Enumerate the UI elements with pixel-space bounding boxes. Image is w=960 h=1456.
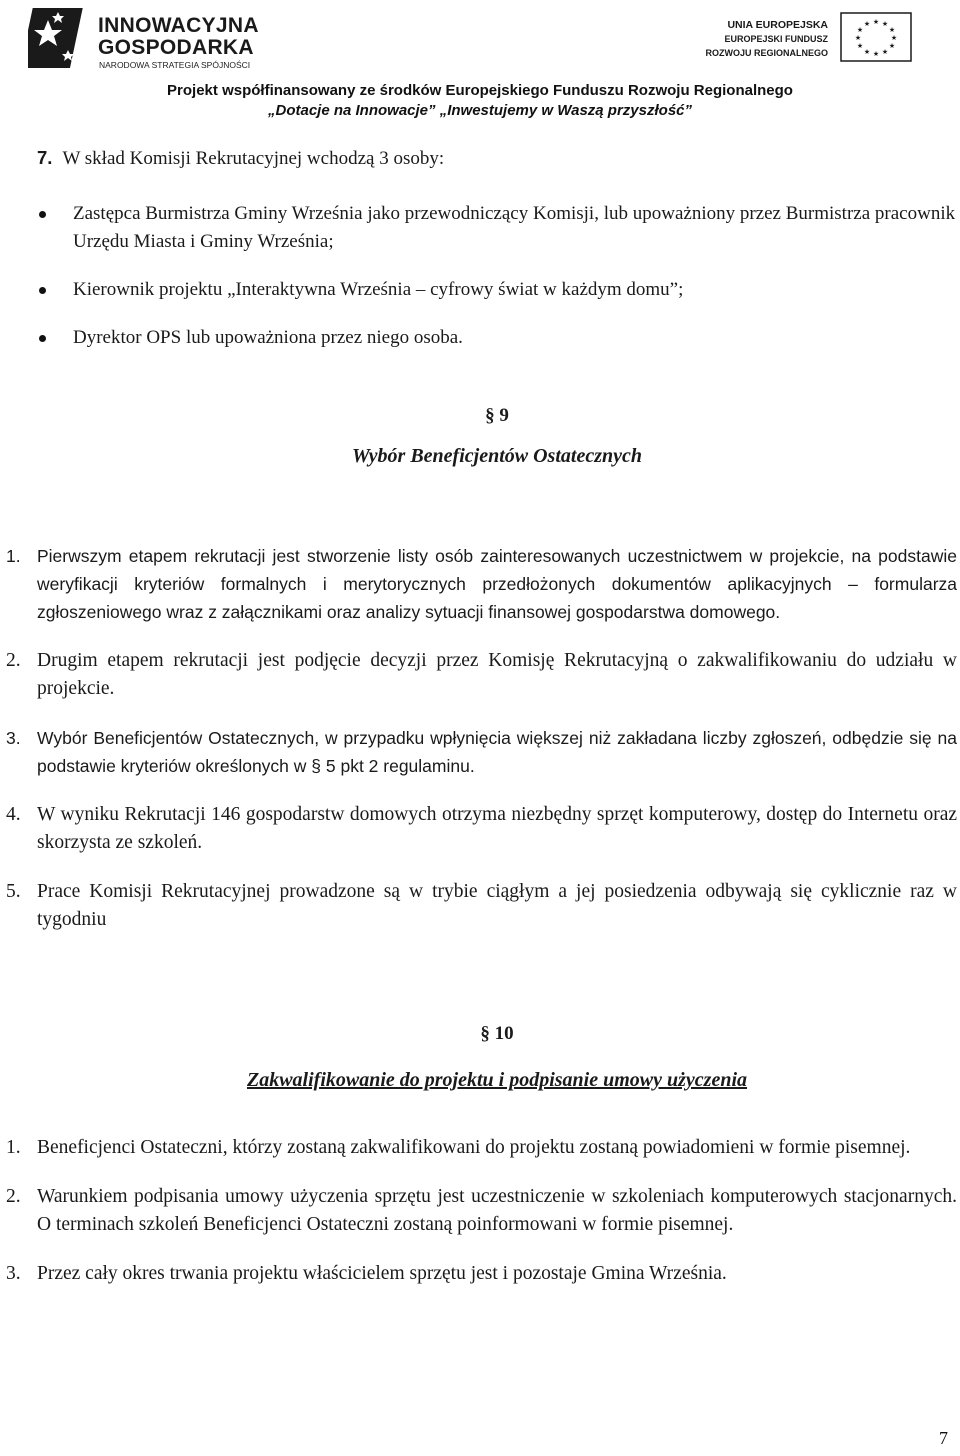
item-text: Prace Komisji Rekrutacyjnej prowadzone są w trybie ciągłym a jej posiedzenia odbywają się cyklicznie raz w tygodniu <box>37 881 957 930</box>
eu-logo-line3: ROZWOJU REGIONALNEGO <box>705 48 828 58</box>
svg-text:★: ★ <box>863 48 871 56</box>
logo-title-line2: GOSPODARKA <box>98 36 254 59</box>
committee-members-list <box>37 200 957 372</box>
section-10-heading <box>37 1020 957 1094</box>
logo-title-line1: INNOWACYJNA <box>98 14 259 37</box>
innowacyjna-gospodarka-logo <box>28 2 278 74</box>
item-text: Beneficjenci Ostateczni, którzy zostaną zakwalifikowani do projektu zostaną powiadomieni w formie pisemnej. <box>37 1137 911 1158</box>
svg-text:★: ★ <box>881 48 889 56</box>
innowacyjna-gospodarka-emblem-icon <box>28 2 100 74</box>
bullet-icon <box>39 211 46 218</box>
section-number: § 10 <box>480 1023 514 1044</box>
svg-text:★: ★ <box>872 50 880 58</box>
item-number: 3. <box>6 1263 21 1284</box>
list-item <box>37 200 957 256</box>
paragraph-number: 7. <box>37 147 53 168</box>
eu-logo-line1: UNIA EUROPEJSKA <box>727 19 828 31</box>
list-item <box>37 324 957 352</box>
section-9-heading <box>37 402 957 470</box>
list-item <box>6 1183 957 1239</box>
section-title: Wybór Beneficjentów Ostatecznych <box>352 445 642 467</box>
bullet-icon <box>39 335 46 342</box>
page-number: 7 <box>939 1428 948 1448</box>
svg-text:★: ★ <box>881 20 889 28</box>
item-text: Wybór Beneficjentów Ostatecznych, w przypadku wpłynięcia większej niż zakładana liczby zgłoszeń, odbędzie się na podstawie kryteriów określonych w § 5 pkt 2 regulaminu. <box>37 728 957 776</box>
section-number: § 9 <box>485 405 509 426</box>
funding-statement: Projekt współfinansowany ze środków Europejskiego Funduszu Rozwoju Regionalnego <box>167 82 793 99</box>
item-number: 3. <box>6 728 21 748</box>
list-item <box>6 1134 957 1162</box>
list-item <box>6 542 957 626</box>
item-text: Warunkiem podpisania umowy użyczenia sprzętu jest uczestniczenie w szkoleniach komputerowych stacjonarnych. O terminach szkoleń Beneficjenci Ostateczni zostaną poinformowani w formie pisemnej. <box>37 1186 957 1235</box>
svg-text:★: ★ <box>888 42 896 50</box>
svg-text:★: ★ <box>856 26 864 34</box>
list-item-text: Zastępca Burmistrza Gminy Września jako przewodniczący Komisji, lub upoważniony przez Burmistrza pracownik Urzędu Miasta i Gminy Września; <box>73 203 956 252</box>
item-text: Przez cały okres trwania projektu właścicielem sprzętu jest i pozostaje Gmina Września. <box>37 1263 727 1284</box>
section-9-list <box>6 542 957 955</box>
section-title: Zakwalifikowanie do projektu i podpisanie umowy użyczenia <box>246 1069 748 1091</box>
eu-logo-line2: EUROPEJSKI FUNDUSZ <box>724 34 828 44</box>
paragraph-7 <box>37 144 444 173</box>
svg-text:★: ★ <box>872 18 880 26</box>
item-text: Pierwszym etapem rekrutacji jest stworzenie listy osób zainteresowanych uczestnictwem w projekcie, na podstawie weryfikacji kryteriów formalnych i merytorycznych przedłożonych dokumentów aplikacyjnych – formularza zgłoszeniowego wraz z załącznikami oraz analizy sytuacji finansowej gospodarstwa domowego. <box>37 546 957 622</box>
svg-text:★: ★ <box>890 34 898 42</box>
eu-logo-text <box>705 18 828 60</box>
funding-slogans: „Dotacje na Innowacje” „Inwestujemy w Waszą przyszłość” <box>267 102 693 119</box>
svg-text:★: ★ <box>856 42 864 50</box>
item-text: Drugim etapem rekrutacji jest podjęcie decyzji przez Komisję Rekrutacyjną o zakwalifikowaniu do udziału w projekcie. <box>37 650 957 699</box>
list-item <box>6 647 957 703</box>
eu-flag-icon <box>840 12 912 62</box>
eu-logo <box>692 12 912 68</box>
item-number: 5. <box>6 881 21 902</box>
list-item <box>6 724 957 780</box>
svg-text:★: ★ <box>863 20 871 28</box>
item-number: 2. <box>6 1186 21 1207</box>
bullet-icon <box>39 287 46 294</box>
page-header <box>0 0 960 130</box>
list-item <box>6 878 957 934</box>
list-item <box>37 276 957 304</box>
item-number: 1. <box>6 546 21 566</box>
list-item <box>6 801 957 857</box>
item-text: W wyniku Rekrutacji 146 gospodarstw domowych otrzyma niezbędny sprzęt komputerowy, dostęp do Internetu oraz skorzysta ze szkoleń. <box>37 804 957 853</box>
svg-text:★: ★ <box>888 26 896 34</box>
item-number: 4. <box>6 804 21 825</box>
item-number: 1. <box>6 1137 21 1158</box>
paragraph-text: W skład Komisji Rekrutacyjnej wchodzą 3 osoby: <box>62 148 445 169</box>
item-number: 2. <box>6 650 21 671</box>
logo-subtitle: NARODOWA STRATEGIA SPÓJNOŚCI <box>99 60 251 70</box>
svg-text:★: ★ <box>854 34 862 42</box>
list-item-text: Kierownik projektu „Interaktywna Września – cyfrowy świat w każdym domu”; <box>73 279 684 300</box>
list-item <box>6 1260 957 1288</box>
section-10-list <box>6 1134 957 1309</box>
list-item-text: Dyrektor OPS lub upoważniona przez niego osoba. <box>73 327 463 348</box>
